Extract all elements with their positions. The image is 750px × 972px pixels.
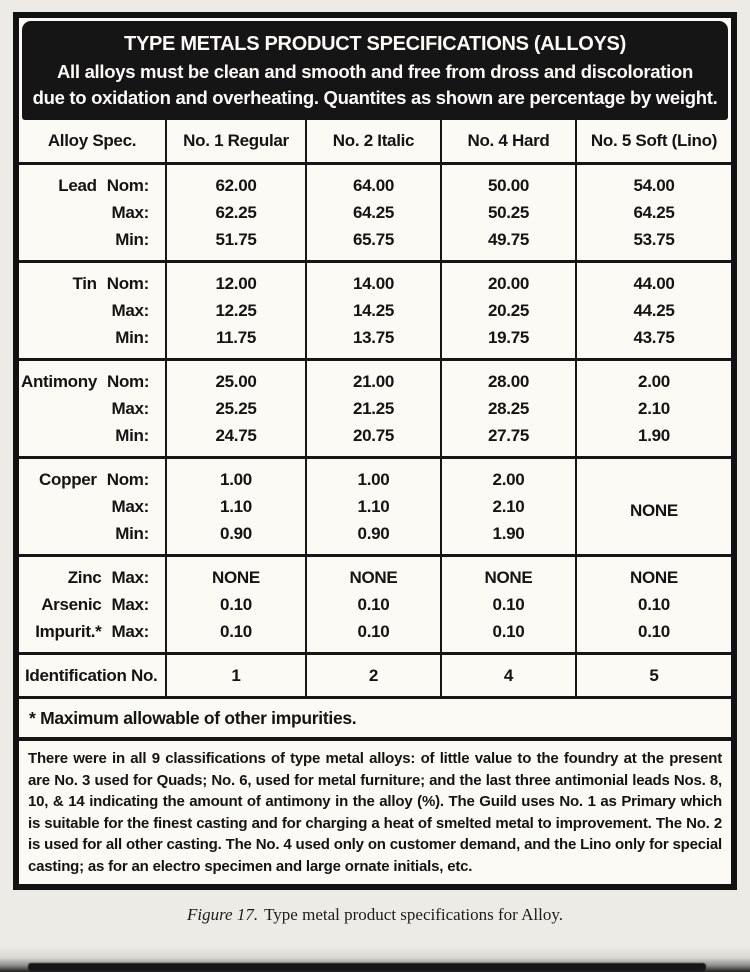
row-label (19, 395, 166, 422)
value-cell: 1.00 (306, 458, 441, 494)
value-cell: 1.10 (306, 493, 441, 520)
table-row (19, 324, 731, 360)
table-title: TYPE METALS PRODUCT SPECIFICATIONS (ALLOYS) (124, 33, 626, 55)
row-label (19, 262, 166, 298)
value-cell: 65.75 (306, 226, 441, 262)
value-cell: 14.00 (306, 262, 441, 298)
value-cell: 27.75 (441, 422, 576, 458)
table-row (19, 556, 731, 592)
identification-row (19, 654, 731, 698)
value-cell: 25.25 (166, 395, 306, 422)
element-name: Lead (58, 176, 97, 195)
figure-caption (0, 905, 750, 925)
value-cell: 43.75 (576, 324, 731, 360)
value-cell: 0.90 (166, 520, 306, 556)
spec-name: Max: (111, 497, 149, 516)
value-cell: 21.00 (306, 360, 441, 396)
group-limits (19, 556, 731, 654)
table-row (19, 360, 731, 396)
value-cell: 11.75 (166, 324, 306, 360)
spec-name: Nom: (106, 470, 149, 489)
value-cell: NONE (576, 556, 731, 592)
row-label (19, 324, 166, 360)
value-cell: 50.25 (441, 199, 576, 226)
value-cell: 24.75 (166, 422, 306, 458)
spec-name: Min: (115, 328, 149, 347)
spec-name: Max: (111, 203, 149, 222)
table-row (19, 422, 731, 458)
value-cell: 0.10 (441, 618, 576, 654)
value-cell: 54.00 (576, 164, 731, 200)
value-cell: 44.00 (576, 262, 731, 298)
spec-name: Min: (115, 230, 149, 249)
group-antimony (19, 360, 731, 458)
column-header-alloy-spec: Alloy Spec. (47, 131, 137, 150)
footnote-text: * Maximum allowable of other impurities. (29, 708, 357, 728)
column-header-no5-soft: No. 5 Soft (Lino) (576, 120, 731, 164)
value-cell: 1.00 (166, 458, 306, 494)
value-cell: 1.90 (441, 520, 576, 556)
column-header-no4-hard: No. 4 Hard (441, 120, 576, 164)
value-cell: 28.00 (441, 360, 576, 396)
value-cell: 0.10 (306, 618, 441, 654)
value-cell: 21.25 (306, 395, 441, 422)
column-header-no2-italic: No. 2 Italic (306, 120, 441, 164)
spec-name: Max: (111, 595, 149, 614)
value-cell: 20.75 (306, 422, 441, 458)
figure-label: Figure 17. (186, 905, 259, 924)
value-cell: 20.00 (441, 262, 576, 298)
scan-edge-shadow (0, 946, 750, 972)
row-label (19, 164, 166, 200)
element-name: Copper (39, 470, 97, 489)
value-cell: 49.75 (441, 226, 576, 262)
table-row (19, 591, 731, 618)
row-label (19, 199, 166, 226)
spec-name: Min: (115, 426, 149, 445)
table-subtitle-line2: due to oxidation and overheating. Quantites as shown are percentage by weight. (32, 87, 718, 108)
table-row (19, 226, 731, 262)
table-row (19, 458, 731, 494)
row-label (19, 226, 166, 262)
value-cell: 0.10 (166, 618, 306, 654)
value-cell: 20.25 (441, 297, 576, 324)
table-row (19, 262, 731, 298)
value-cell: 2.00 (441, 458, 576, 494)
group-footnote (19, 698, 731, 740)
spec-name: Nom: (106, 372, 150, 391)
group-notes (19, 739, 731, 884)
value-cell: 28.25 (441, 395, 576, 422)
value-cell: 4 (441, 654, 576, 698)
row-label (19, 297, 166, 324)
group-copper (19, 458, 731, 556)
table-header-band (22, 21, 728, 120)
spec-figure (13, 12, 737, 890)
value-cell: 13.75 (306, 324, 441, 360)
value-cell-none: NONE (576, 458, 731, 556)
scan-edge-bar (28, 963, 706, 971)
element-name: Impurit.* (35, 622, 102, 641)
element-name: Tin (72, 274, 97, 293)
table-row (19, 297, 731, 324)
notes-paragraph: There were in all 9 classifications of type metal alloys: of little value to the foundry at the present are No. 3 used for Quads; No. 6, used for metal furniture; and the last three antimonial leads Nos. 8, 10, & 14 indicating the amount of antimony in the alloy (%). The Guild uses No. 1 as Primary which is suitable for the finest casting and for charging a heat of smelted metal to improvement. The No. 2 is used for all other casting. The No. 4 used only on customer demand, and the Lino only for special casting; as for an electro specimen and large ornate initials, etc. (28, 750, 722, 875)
row-label (19, 556, 166, 592)
figure-caption-text: Type metal product specifications for Alloy. (264, 905, 564, 924)
row-label (19, 422, 166, 458)
value-cell: 62.25 (166, 199, 306, 226)
spec-table (19, 120, 731, 884)
value-cell: 12.00 (166, 262, 306, 298)
group-tin (19, 262, 731, 360)
table-subtitle-line1: All alloys must be clean and smooth and free from dross and discoloration (56, 61, 693, 82)
value-cell: 64.25 (576, 199, 731, 226)
table-row (19, 395, 731, 422)
value-cell: 2.10 (441, 493, 576, 520)
value-cell: 25.00 (166, 360, 306, 396)
table-row (19, 199, 731, 226)
column-header-no1-regular: No. 1 Regular (166, 120, 306, 164)
row-label (19, 458, 166, 494)
value-cell: 1 (166, 654, 306, 698)
value-cell: 2.00 (576, 360, 731, 396)
value-cell: 0.10 (166, 591, 306, 618)
value-cell: NONE (306, 556, 441, 592)
table-row (19, 618, 731, 654)
group-identification (19, 654, 731, 698)
value-cell: 1.90 (576, 422, 731, 458)
value-cell: 0.10 (306, 591, 441, 618)
value-cell: NONE (166, 556, 306, 592)
value-cell: 14.25 (306, 297, 441, 324)
value-cell: 53.75 (576, 226, 731, 262)
spec-name: Nom: (106, 176, 149, 195)
spec-name: Min: (115, 524, 149, 543)
value-cell: 44.25 (576, 297, 731, 324)
value-cell: 2.10 (576, 395, 731, 422)
footnote-row (19, 698, 731, 740)
element-name: Antimony (21, 372, 97, 391)
spec-name: Max: (111, 301, 149, 320)
value-cell: 0.10 (576, 618, 731, 654)
value-cell: 51.75 (166, 226, 306, 262)
value-cell: 0.10 (441, 591, 576, 618)
spec-name: Max: (111, 399, 149, 418)
notes-row (19, 739, 731, 884)
value-cell: 0.10 (576, 591, 731, 618)
identification-label: Identification No. (25, 666, 158, 685)
value-cell: 1.10 (166, 493, 306, 520)
spec-name: Max: (111, 568, 149, 587)
value-cell: 62.00 (166, 164, 306, 200)
row-label (19, 618, 166, 654)
value-cell: 12.25 (166, 297, 306, 324)
value-cell: NONE (441, 556, 576, 592)
value-cell: 64.25 (306, 199, 441, 226)
element-name: Arsenic (41, 595, 102, 614)
spec-name: Max: (111, 622, 149, 641)
value-cell: 50.00 (441, 164, 576, 200)
column-header-row (19, 120, 731, 164)
row-label (19, 360, 166, 396)
row-label (19, 520, 166, 556)
value-cell: 2 (306, 654, 441, 698)
row-label (19, 591, 166, 618)
spec-name: Nom: (106, 274, 149, 293)
row-label (19, 493, 166, 520)
value-cell: 64.00 (306, 164, 441, 200)
value-cell: 19.75 (441, 324, 576, 360)
value-cell: 5 (576, 654, 731, 698)
value-cell: 0.90 (306, 520, 441, 556)
element-name: Zinc (67, 568, 102, 587)
group-lead (19, 164, 731, 262)
table-row (19, 164, 731, 200)
